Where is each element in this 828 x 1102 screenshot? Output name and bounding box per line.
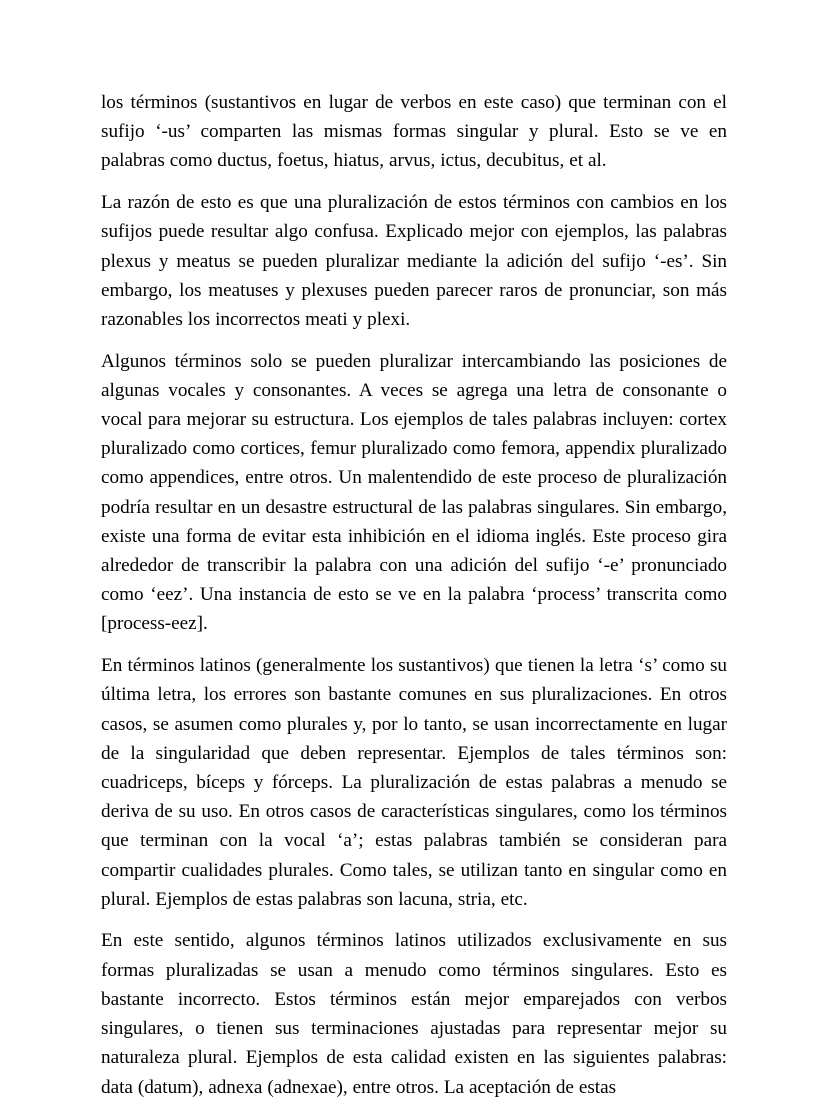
paragraph-2: La razón de esto es que una pluralización de estos términos con cambios en los sufijos puede resultar algo confusa. Explicado mejor con ejemplos, las palabras plexus y meatus se pueden pluralizar mediante la adición del sufijo ‘-es’. Sin embargo, los meatuses y plexuses pueden parecer raros de pronunciar, son más razonables los incorrectos meati y plexi. (101, 192, 727, 330)
document-text-column (101, 88, 727, 1102)
paragraph-3: Algunos términos solo se pueden pluralizar intercambiando las posiciones de algunas vocales y consonantes. A veces se agrega una letra de consonante o vocal para mejorar su estructura. Los ejemplos de tales palabras incluyen: cortex pluralizado como cortices, femur pluralizado como femora, appendix pluralizado como appendices, entre otros. Un malentendido de este proceso de pluralización podría resultar en un desastre estructural de las palabras singulares. Sin embargo, existe una forma de evitar esta inhibición en el idioma inglés. Este proceso gira alrededor de transcribir la palabra con una adición del sufijo ‘-e’ pronunciado como ‘eez’. Una instancia de esto se ve en la palabra ‘process’ transcrita como [process-eez]. (101, 350, 727, 635)
paragraph-1: los términos (sustantivos en lugar de verbos en este caso) que terminan con el sufijo ‘-us’ comparten las mismas formas singular y plural. Esto se ve en palabras como ductus, foetus, hiatus, arvus, ictus, decubitus, et al. (101, 92, 727, 172)
paragraph-4: En términos latinos (generalmente los sustantivos) que tienen la letra ‘s’ como su última letra, los errores son bastante comunes en sus pluralizaciones. En otros casos, se asumen como plurales y, por lo tanto, se usan incorrectamente en lugar de la singularidad que deben representar. Ejemplos de tales términos son: cuadriceps, bíceps y fórceps. La pluralización de estas palabras a menudo se deriva de su uso. En otros casos de características singulares, como los términos que terminan con la vocal ‘a’; estas palabras también se consideran para compartir cualidades plurales. Como tales, se utilizan tanto en singular como en plural. Ejemplos de estas palabras son lacuna, stria, etc. (101, 655, 727, 910)
paragraph-5: En este sentido, algunos términos latinos utilizados exclusivamente en sus formas pluralizadas se usan a menudo como términos singulares. Esto es bastante incorrecto. Estos términos están mejor emparejados con verbos singulares, o tienen sus terminaciones ajustadas para representar mejor su naturaleza plural. Ejemplos de esta calidad existen en las siguientes palabras: data (datum), adnexa (adnexae), entre otros. La aceptación de estas (101, 930, 727, 1098)
